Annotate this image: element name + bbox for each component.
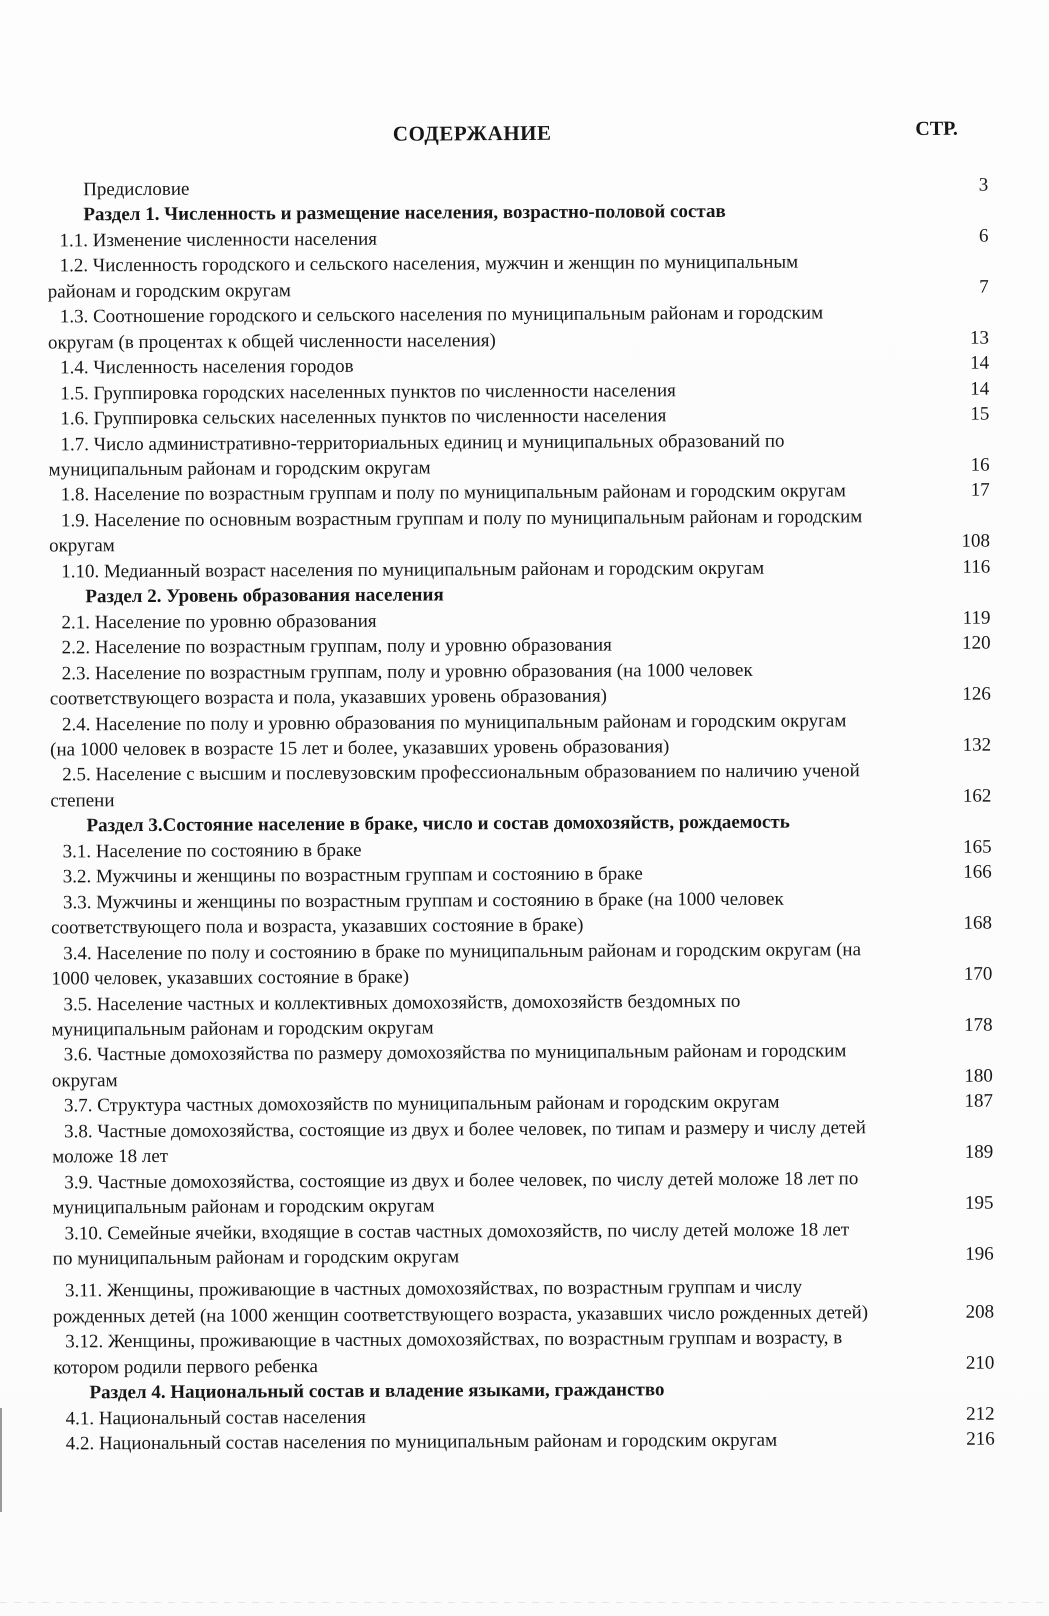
- toc-entry-page-number: 210: [965, 1352, 995, 1374]
- toc-entry-line: 3.3. Мужчины и женщины по возрастным группам и состоянию в браке (на 1000 человек: [62, 888, 784, 914]
- scan-bottom-edge: [0, 1602, 1049, 1603]
- toc-entry-page-number: 108: [961, 530, 991, 553]
- toc-entry-text: [53, 1325, 928, 1380]
- toc-entry-line: округам: [51, 1069, 118, 1092]
- toc-entry-page-number: 119: [962, 607, 991, 629]
- toc-entry-text: [51, 936, 926, 991]
- toc-entry-text: [53, 1216, 928, 1271]
- toc-entry-page-number: 170: [963, 963, 993, 985]
- toc-entry: [51, 936, 992, 992]
- toc-entry-line: 3.7. Структура частных домохозяйств по муниципальным районам и городским округам: [63, 1091, 780, 1117]
- toc-entry-line: 2.5. Население с высшим и послевузовским профессиональным образованием по наличию ученой: [62, 760, 860, 786]
- toc-entry-page-number: 14: [970, 352, 990, 374]
- toc-entry-text: [50, 707, 925, 762]
- toc-entry-page-number: 15: [970, 403, 990, 425]
- toc-entry-line: 3.2. Мужчины и женщины по возрастным группам и состоянию в браке: [62, 863, 643, 888]
- toc-entry-text: [54, 1427, 929, 1457]
- toc-entry-text: [53, 1274, 928, 1329]
- toc-entry-page-number: 120: [962, 632, 991, 654]
- toc-entry-line: районам и городским округам: [47, 280, 291, 303]
- toc-entry-text: [50, 657, 925, 712]
- page-title: СОДЕРЖАНИЕ: [392, 120, 552, 146]
- toc-header: [0, 0, 1046, 156]
- toc-entry-page-number: 6: [978, 225, 989, 247]
- toc-entry: [52, 1165, 993, 1221]
- toc-entry-line: соответствующего возраста и пола, указавших уровень образования): [49, 685, 608, 710]
- toc-entry-line: 3.11. Женщины, проживающие в частных домохозяйствах, по возрастным группам и числу: [64, 1277, 803, 1302]
- toc-entry-line: муниципальным районам и городским округам: [48, 457, 431, 481]
- toc-entry-line: 1.8. Население по возрастным группам и полу по муниципальным районам и городским округам: [60, 480, 846, 506]
- toc-entry-text: [51, 886, 926, 941]
- toc-entry-line: муниципальным районам и городским округам: [52, 1195, 435, 1219]
- toc-entry-line: 3.6. Частные домохозяйства по размеру домохозяйства по муниципальным районам и городским: [63, 1040, 847, 1066]
- toc-entry-line: рожденных детей (на 1000 женщин соответствующего возраста, указавших число рожденных детей): [53, 1302, 869, 1328]
- toc-entry-page-number: 165: [963, 836, 992, 858]
- toc-entry-page-number: 7: [979, 276, 989, 298]
- toc-entry-page-number: 195: [964, 1192, 994, 1214]
- toc-entry-text: [48, 249, 923, 304]
- toc-entry-page-number: 187: [964, 1090, 994, 1113]
- toc-entry-line: Раздел 4. Национальный состав и владение языками, гражданство: [89, 1379, 665, 1404]
- toc-entry: [54, 1427, 995, 1457]
- toc-entry-line: (на 1000 человек в возрасте 15 лет и более, указавших уровень образования): [50, 736, 670, 761]
- page-column-header: СТР.: [915, 117, 958, 140]
- toc-entry-page-number: 178: [964, 1014, 993, 1036]
- toc-entry-line: 2.4. Население по полу и уровню образования по муниципальным районам и городским округам: [61, 709, 847, 735]
- toc-entry-line: муниципальным районам и городским округам: [51, 1017, 434, 1041]
- toc-entry-line: 3.4. Население по полу и состоянию в браке по муниципальным районам и городским округам (на: [63, 938, 862, 965]
- toc-entry-page-number: 180: [964, 1065, 993, 1087]
- toc-entry-line: 3.12. Женщины, проживающие в частных домохозяйствах, по возрастным группам и возрасту, в: [65, 1327, 843, 1353]
- toc-entry-line: Раздел 2. Уровень образования населения: [85, 584, 444, 608]
- toc-entry-line: 3.10. Семейные ячейки, входящие в состав частных домохозяйств, по числу детей моложе 18 лет: [64, 1218, 850, 1244]
- toc-entry-line: 1000 человек, указавших состояние в браке): [51, 966, 410, 990]
- toc-entry-text: [52, 1166, 927, 1221]
- toc-entry-line: 1.4. Численность населения городов: [60, 356, 354, 379]
- toc-entry-page-number: 216: [966, 1428, 995, 1450]
- toc-entry-line: 1.5. Группировка городских населенных пунктов по численности населения: [60, 379, 676, 405]
- toc-entry-line: 1.3. Соотношение городского и сельского населения по муниципальным районам и городским: [59, 302, 824, 328]
- toc-entry-text: [48, 427, 923, 482]
- toc-entry-line: по муниципальным районам и городским округам: [52, 1246, 460, 1270]
- toc-entry-line: 1.6. Группировка сельских населенных пунктов по численности населения: [60, 405, 667, 430]
- toc-list: [47, 173, 995, 1458]
- toc-entry-text: [52, 1115, 927, 1170]
- toc-entry-line: 4.2. Национальный состав населения по муниципальным районам и городским округам: [65, 1429, 778, 1455]
- toc-entry-page-number: 189: [964, 1141, 994, 1163]
- toc-entry-line: 1.2. Численность городского и сельского населения, мужчин и женщин по муниципальным: [59, 251, 799, 277]
- toc-entry-line: 2.2. Население по возрастным группам, полу и уровню образования: [61, 634, 612, 659]
- toc-entry-line: округам (в процентах к общей численности населения): [47, 329, 496, 354]
- toc-entry-page-number: 116: [962, 556, 991, 578]
- toc-entry-line: 1.9. Население по основным возрастным группам и полу по муниципальным районам и городским: [60, 506, 863, 532]
- toc-entry-line: 3.1. Население по состоянию в браке: [62, 839, 362, 863]
- toc-entry: [48, 249, 989, 305]
- toc-entry: [53, 1216, 994, 1272]
- toc-entry-page-number: 3: [978, 174, 989, 196]
- toc-entry-line: Предисловие: [83, 178, 190, 201]
- toc-entry-page-number: 166: [963, 861, 992, 883]
- toc-entry-line: 3.9. Частные домохозяйства, состоящие из двух и более человек, по числу детей моложе 18 лет по: [64, 1167, 859, 1194]
- toc-entry: [49, 503, 990, 559]
- toc-entry-page-number: 196: [965, 1243, 994, 1265]
- toc-entry-page-number: 212: [966, 1403, 995, 1425]
- toc-entry: [52, 1114, 993, 1170]
- toc-entry-page-number: 132: [962, 734, 992, 756]
- scan-edge-artifact: [0, 1408, 2, 1512]
- toc-entry-text: [49, 504, 924, 559]
- toc-entry-line: 1.7. Число административно-территориальных единиц и муниципальных образований по: [60, 430, 785, 455]
- toc-entry-page-number: 162: [962, 785, 992, 807]
- toc-entry-page-number: 168: [963, 912, 993, 934]
- toc-entry: [50, 656, 991, 712]
- toc-entry-line: округам: [48, 535, 115, 557]
- toc-entry-line: 1.1. Изменение численности населения: [59, 228, 378, 252]
- toc-entry: [51, 885, 992, 941]
- toc-entry: [51, 987, 992, 1043]
- toc-entry-page-number: 208: [965, 1301, 995, 1323]
- toc-entry-page-number: 14: [970, 378, 990, 400]
- toc-entry-text: [48, 300, 923, 355]
- toc-entry-text: [50, 758, 925, 813]
- toc-entry-line: моложе 18 лет: [52, 1146, 169, 1168]
- toc-entry: [53, 1325, 994, 1381]
- toc-entry-line: 2.1. Население по уровню образования: [61, 610, 377, 634]
- toc-entry-page-number: 126: [962, 683, 991, 705]
- toc-entry-page-number: 13: [969, 327, 990, 349]
- toc-entry-line: Раздел 3.Состояние население в браке, число и состав домохозяйств, рождаемость: [86, 811, 790, 837]
- toc-entry: [50, 707, 991, 763]
- toc-entry: [48, 300, 989, 356]
- toc-entry-page-number: 17: [970, 479, 990, 502]
- toc-entry-line: степени: [50, 790, 115, 812]
- toc-entry-page-number: 16: [970, 454, 990, 476]
- toc-entry-line: 1.10. Медианный возраст населения по муниципальным районам и городским округам: [61, 557, 765, 583]
- toc-entry: [48, 427, 989, 483]
- toc-entry: [53, 1274, 994, 1330]
- toc-entry-line: 3.8. Частные домохозяйства, состоящие из двух и более человек, по типам и размеру и числу детей: [64, 1116, 866, 1143]
- toc-entry-line: 4.1. Национальный состав населения: [65, 1406, 366, 1430]
- toc-entry: [52, 1038, 993, 1094]
- toc-entry-line: 3.5. Население частных и коллективных домохозяйств, домохозяйств бездомных по: [63, 990, 741, 1015]
- toc-entry-text: [51, 987, 926, 1042]
- toc-entry: [50, 758, 991, 814]
- toc-entry-line: соответствующего пола и возраста, указавших состояние в браке): [50, 914, 584, 939]
- toc-entry-line: 2.3. Население по возрастным группам, полу и уровню образования (на 1000 человек: [61, 659, 753, 685]
- toc-entry-line: Раздел 1. Численность и размещение населения, возрастно-половой состав: [83, 201, 726, 226]
- toc-entry-text: [52, 1038, 927, 1093]
- toc-entry-line: котором родили первого ребенка: [53, 1355, 318, 1379]
